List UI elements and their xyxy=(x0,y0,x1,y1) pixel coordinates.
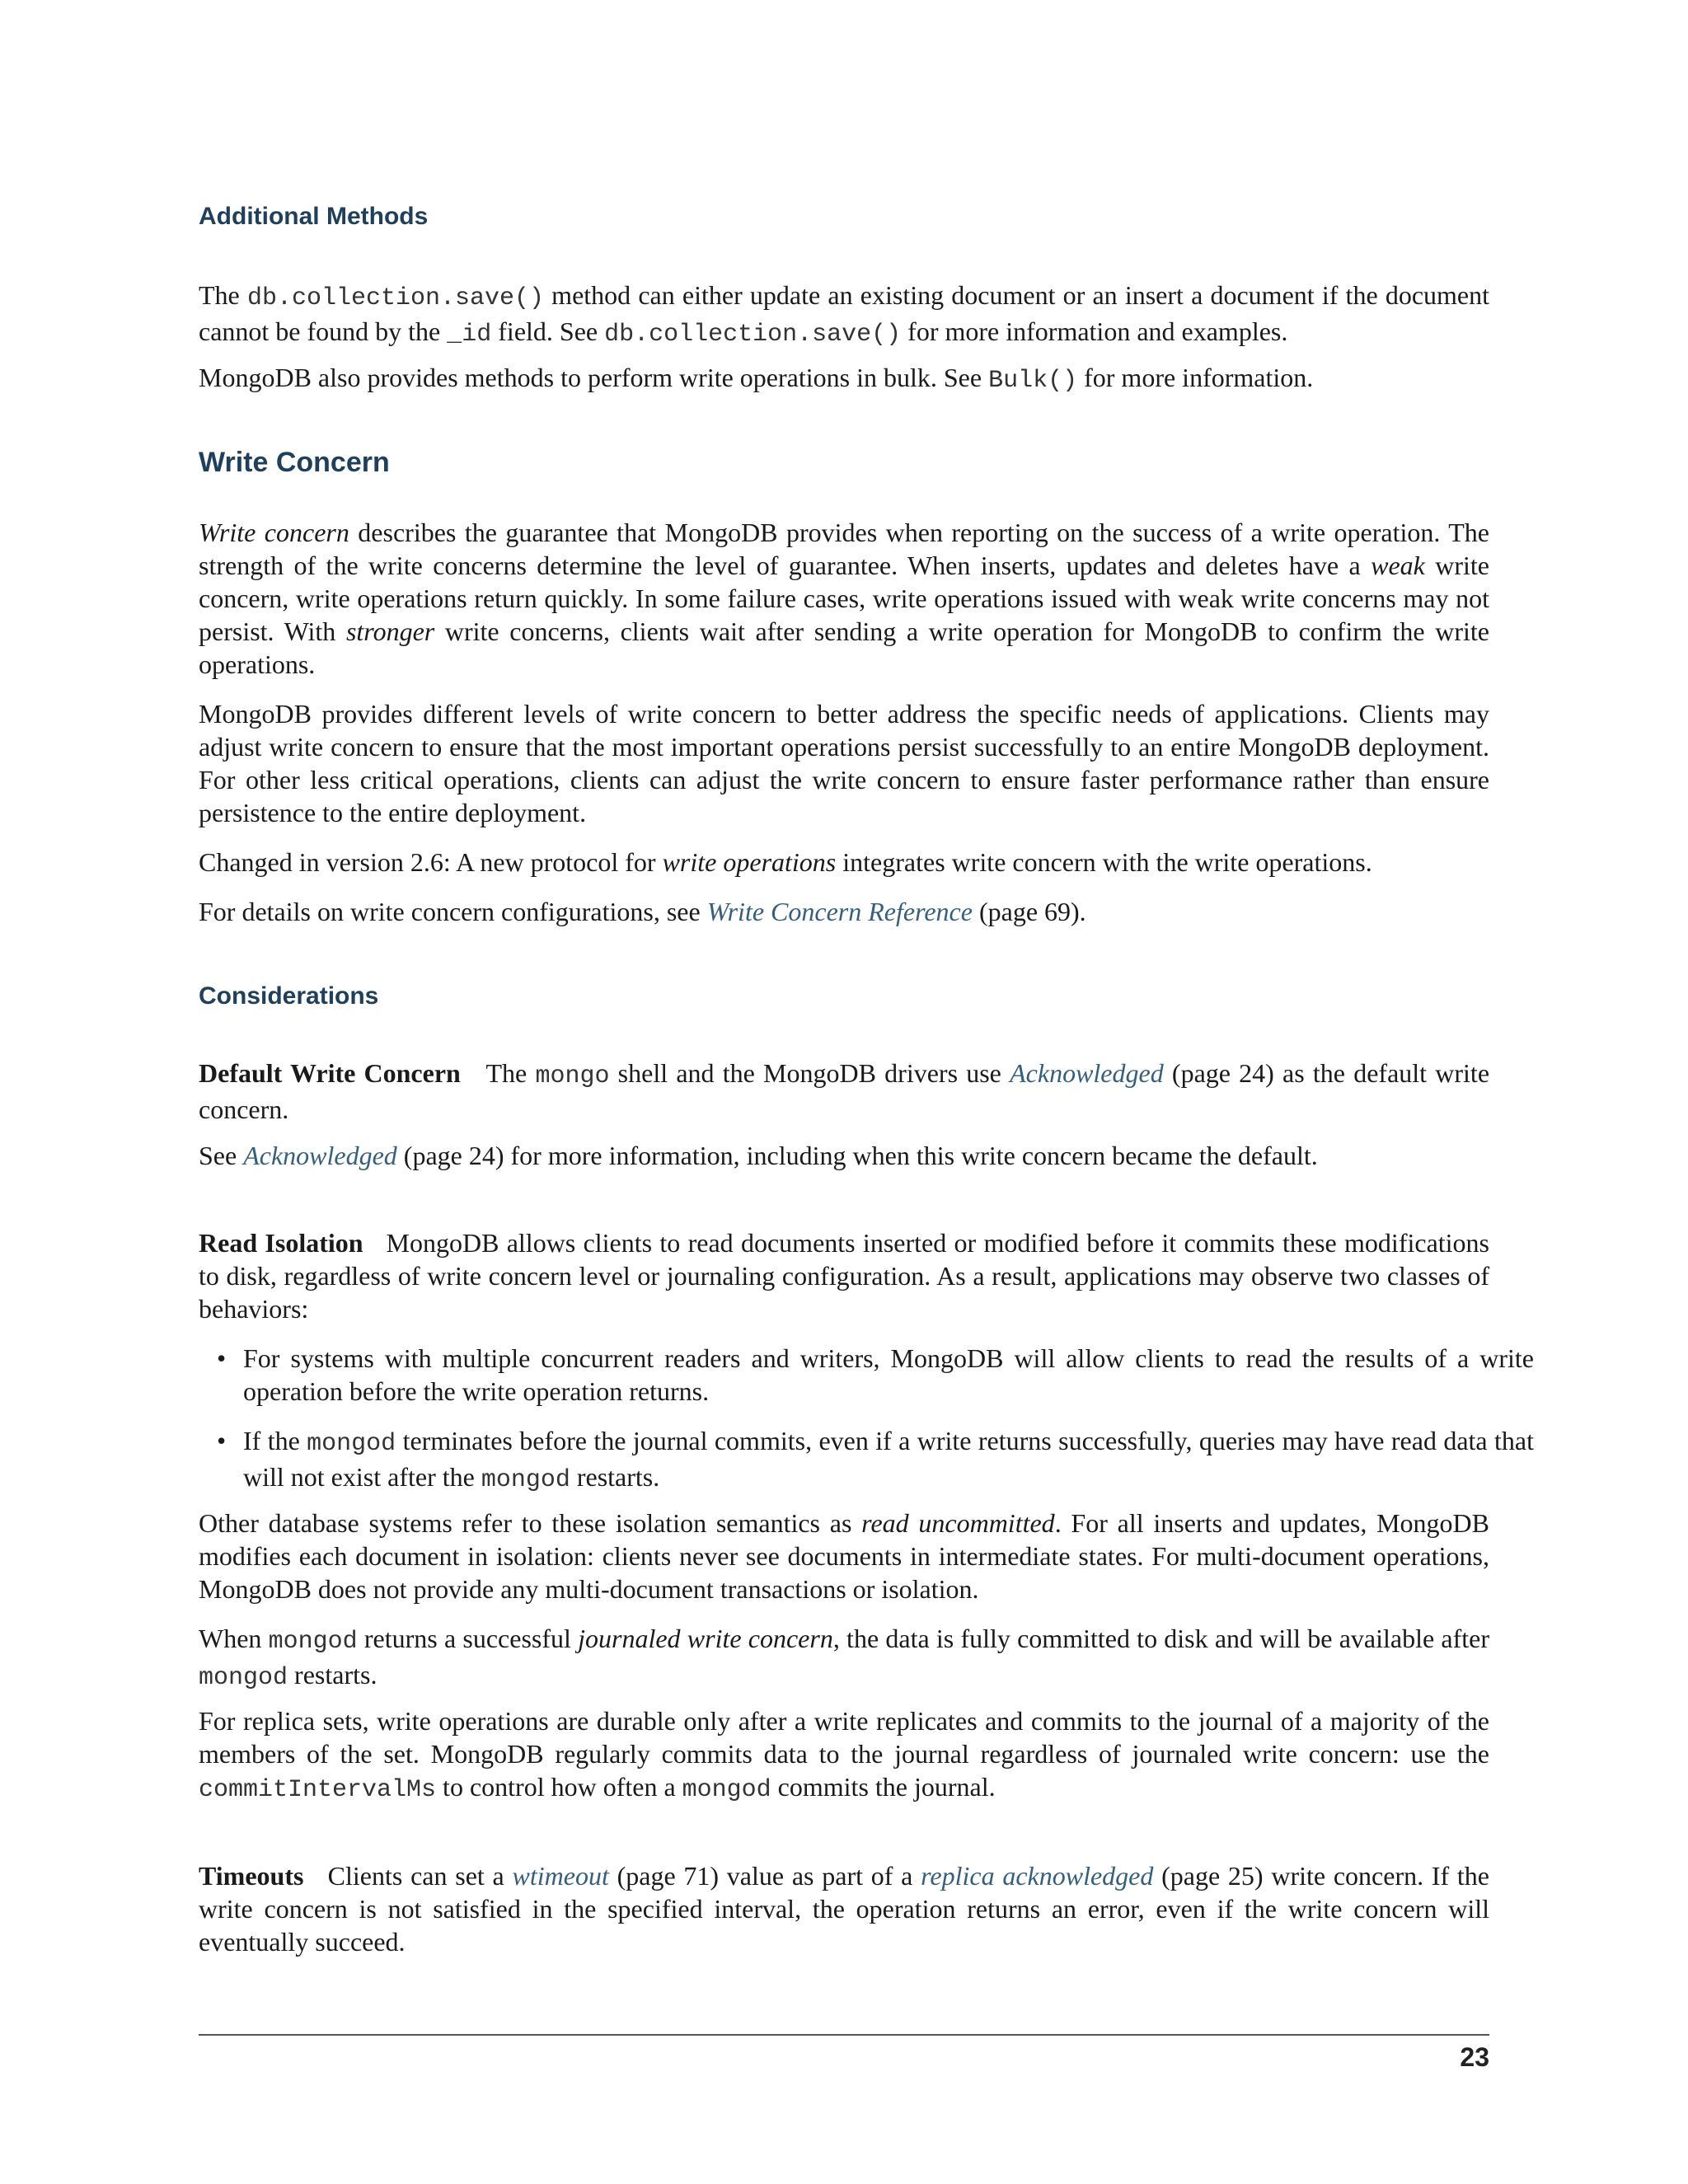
heading-additional-methods: Additional Methods xyxy=(199,203,429,230)
code-mongo: mongo xyxy=(535,1062,610,1090)
code-id: _id xyxy=(447,321,492,349)
paragraph-default-write-concern: Default Write Concern The mongo shell and the MongoDB drivers use Acknowledged (page 24) as the default write concern. xyxy=(199,1058,1490,1124)
paragraph-timeouts: Timeouts Clients can set a wtimeout (page 71) value as part of a replica acknowledged (page 25) write concern. If the write concern is not satisfied in the specified interval, the operation returns an error, even if the write concern will eventually succeed. xyxy=(199,1861,1489,1957)
term-default-write-concern: Default Write Concern xyxy=(199,1058,461,1088)
page-number: 23 xyxy=(1460,2042,1489,2072)
paragraph-replica-sets: For replica sets, write operations are durable only after a write replicates and commits to the journal of a majority of the members of the set. MongoDB regularly commits data to the journal regardless of journaled write concern: use the commitIntervalMs to control how often a mongod commits the journal. xyxy=(199,1706,1489,1804)
link-wtimeout[interactable]: wtimeout xyxy=(512,1861,609,1891)
list-item: • For systems with multiple concurrent readers and writers, MongoDB will allow clients to read the results of a write operation before the write operation returns. xyxy=(217,1343,1534,1406)
paragraph-write-concern-details: For details on write concern configurations, see Write Concern Reference (page 69). xyxy=(199,897,1086,926)
list-isolation-behaviors xyxy=(199,1342,1534,1497)
paragraph-save-method: The db.collection.save() method can either update an existing document or an insert a document if the document cannot be found by the _id field. See db.collection.save() for more information and examples. xyxy=(199,280,1490,349)
list-item: • If the mongod terminates before the journal commits, even if a write returns successfully, queries may have read data that will not exist after the mongod restarts. xyxy=(217,1426,1535,1494)
code-mongod: mongod xyxy=(682,1776,771,1804)
paragraph-read-isolation: Read Isolation MongoDB allows clients to read documents inserted or modified before it commits these modifications to disk, regardless of write concern level or journaling configuration. As a result, applications may observe two classes of behaviors: xyxy=(199,1228,1490,1324)
code-db-collection-save: db.collection.save() xyxy=(246,284,544,312)
paragraph-write-concern-levels: MongoDB provides different levels of write concern to better address the specific needs of applications. Clients may adjust write concern to ensure that the most important operations persist successfully to an entire MongoDB deployment. For other less critical operations, clients can adjust the write concern to ensure faster performance rather than ensure persistence to the entire deployment. xyxy=(199,699,1489,827)
code-commit-interval-ms: commitIntervalMs xyxy=(199,1776,437,1804)
paragraph-write-concern-intro: Write concern describes the guarantee that MongoDB provides when reporting on the success of a write operation. The strength of the write concerns determine the level of guarantee. When inserts, updates and deletes have a weak write concern, write operations return quickly. In some failure cases, write operations issued with weak write concerns may not persist. With stronger write concerns, clients wait after sending a write operation for MongoDB to confirm the write operations. xyxy=(199,518,1490,679)
link-acknowledged-2[interactable]: Acknowledged xyxy=(243,1141,397,1170)
bullet-icon: • xyxy=(217,1343,227,1373)
link-acknowledged[interactable]: Acknowledged xyxy=(1010,1058,1164,1088)
bullet-icon: • xyxy=(217,1426,227,1455)
paragraph-journaled: When mongod returns a successful journaled write concern, the data is fully committed to disk and will be available after mongod restarts. xyxy=(199,1624,1489,1692)
heading-considerations: Considerations xyxy=(199,982,379,1010)
term-read-isolation: Read Isolation xyxy=(199,1228,363,1258)
code-db-collection-save-ref: db.collection.save() xyxy=(604,321,902,349)
footer-divider xyxy=(199,2034,1489,2036)
heading-write-concern: Write Concern xyxy=(199,447,390,478)
code-mongod: mongod xyxy=(268,1628,358,1656)
code-mongod: mongod xyxy=(481,1466,570,1494)
paragraph-changed-version: Changed in version 2.6: A new protocol for write operations integrates write concern with the write operations. xyxy=(199,847,1372,877)
code-mongod: mongod xyxy=(307,1430,396,1458)
code-mongod: mongod xyxy=(199,1664,288,1692)
link-replica-acknowledged[interactable]: replica acknowledged xyxy=(921,1861,1154,1891)
paragraph-bulk: MongoDB also provides methods to perform write operations in bulk. See Bulk() for more information. xyxy=(199,363,1314,395)
paragraph-see-acknowledged: See Acknowledged (page 24) for more information, including when this write concern became the default. xyxy=(199,1141,1318,1170)
link-write-concern-reference[interactable]: Write Concern Reference xyxy=(706,897,973,926)
code-bulk: Bulk() xyxy=(988,367,1078,395)
paragraph-read-uncommitted: Other database systems refer to these isolation semantics as read uncommitted. For all inserts and updates, MongoDB modifies each document in isolation: clients never see documents in intermediate states. For multi-document operations, MongoDB does not provide any multi-document transactions or isolation. xyxy=(199,1508,1490,1604)
term-timeouts: Timeouts xyxy=(199,1861,304,1891)
